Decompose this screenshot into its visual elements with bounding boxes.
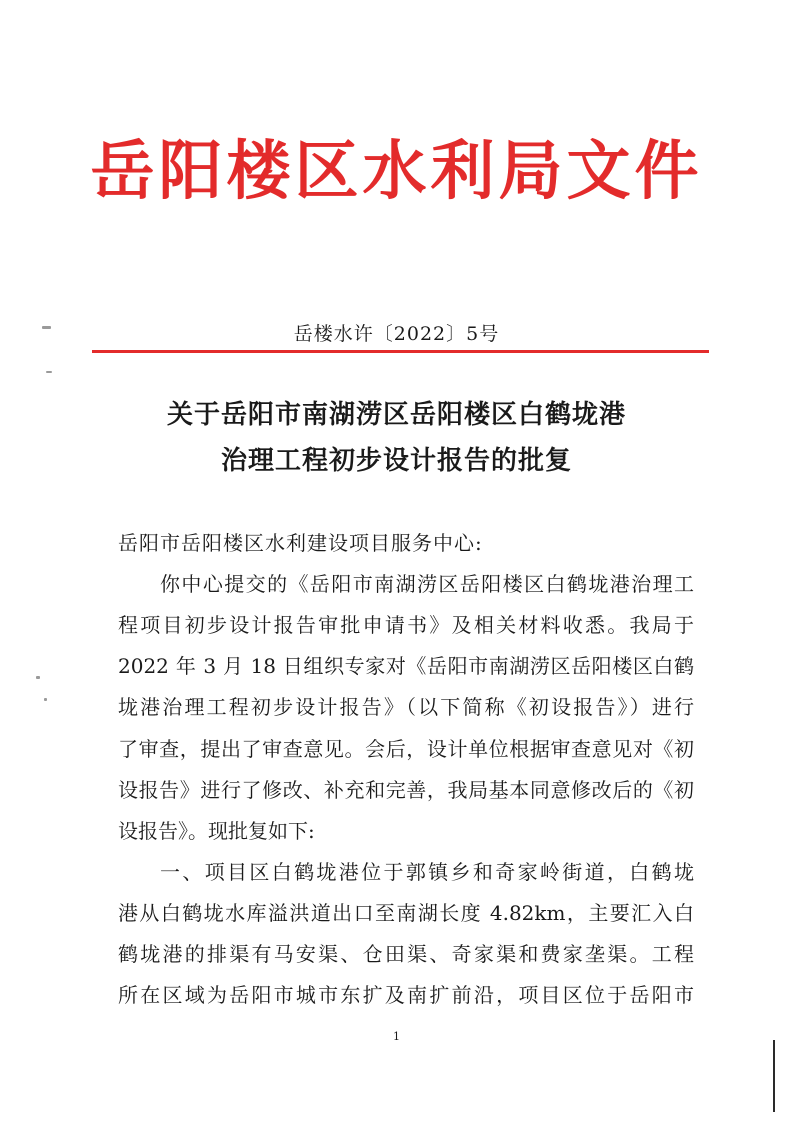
body-line: 垅港治理工程初步设计报告》（以下简称《初设报告》）进行: [118, 695, 694, 719]
page-number: 1: [393, 1030, 400, 1043]
body-line: 所在区域为岳阳市城市东扩及南扩前沿，项目区位于岳阳市: [118, 983, 694, 1007]
document-title-line-2: 治理工程初步设计报告的批复: [220, 446, 572, 476]
body-line: 了审查，提出了审查意见。会后，设计单位根据审查意见对《初: [118, 737, 694, 761]
body-line: 设报告》进行了修改、补充和完善，我局基本同意修改后的《初: [118, 778, 694, 802]
scan-speck: [46, 371, 52, 373]
document-number: 岳楼水许〔2022〕5号: [293, 323, 500, 345]
document-header-title: 岳阳楼区水利局文件: [90, 134, 703, 209]
scan-speck: [44, 698, 47, 701]
scan-edge-line: [773, 1040, 775, 1112]
scan-speck: [36, 676, 40, 679]
body-line: 你中心提交的《岳阳市南湖涝区岳阳楼区白鹤垅港治理工: [160, 572, 694, 596]
body-line: 2022 年 3 月 18 日组织专家对《岳阳市南湖涝区岳阳楼区白鹤: [118, 654, 694, 678]
body-line: 鹤垅港的排渠有马安渠、仓田渠、奇家渠和费家垄渠。工程: [118, 942, 694, 966]
document-title-line-1: 关于岳阳市南湖涝区岳阳楼区白鹤垅港: [166, 400, 626, 430]
body-line: 港从白鹤垅水库溢洪道出口至南湖长度 4.82km，主要汇入白: [118, 901, 694, 925]
body-line: 程项目初步设计报告审批申请书》及相关材料收悉。我局于: [118, 613, 694, 637]
salutation: 岳阳市岳阳楼区水利建设项目服务中心:: [118, 531, 483, 555]
body-line: 设报告》。现批复如下:: [118, 819, 315, 843]
scan-speck: [42, 326, 51, 329]
body-line: 一、项目区白鹤垅港位于郭镇乡和奇家岭街道，白鹤垅: [160, 860, 694, 884]
red-divider: [92, 350, 709, 353]
